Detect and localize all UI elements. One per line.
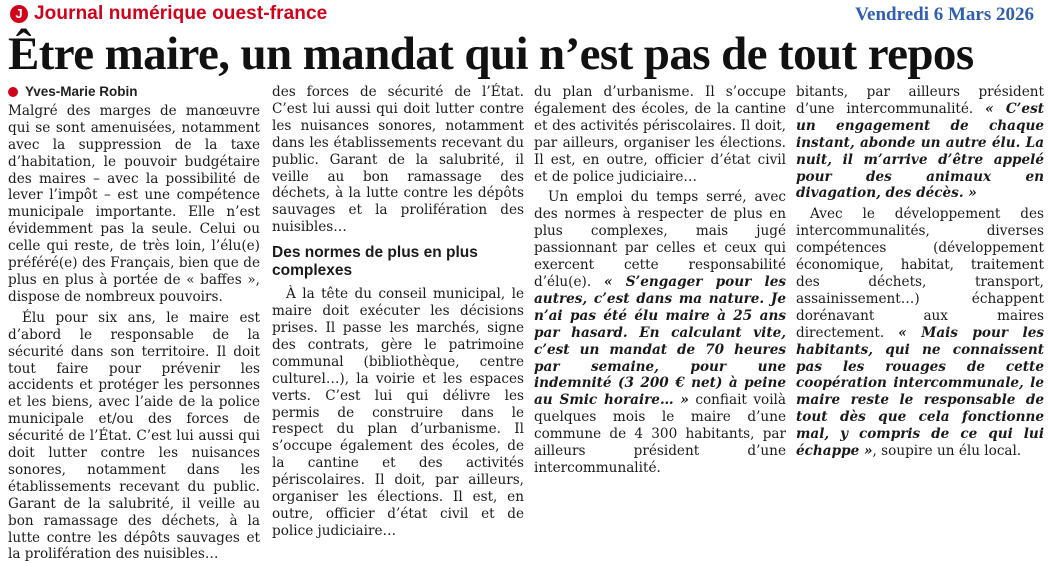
article-body — [8, 84, 1045, 563]
paragraph-4 — [534, 189, 786, 476]
masthead — [0, 0, 1050, 28]
brand — [10, 3, 327, 25]
column-2 — [272, 84, 524, 539]
brand-name: Journal numérique ouest-france — [34, 3, 328, 24]
section-subhead: Des normes de plus en plus complexes — [272, 244, 478, 280]
ouest-france-logo-icon: J — [10, 5, 28, 23]
column-1 — [8, 84, 260, 563]
paragraph-4-outro: confiait voilà quelques mois le maire d’une commune de 4 300 habitants, par ailleurs président d’une intercommunalité. — [534, 392, 786, 476]
publication-date: Vendredi 6 Mars 2026 — [855, 4, 1034, 25]
paragraph-1: Malgré des marges de manœuvre qui se sont amenuisées, notamment avec la suppression de la taxe d’habitation, le pouvoir budgétaire des maires – avec la possibilité de lever l’impôt – est une compétence municipale importante. Elle n’est évidemment pas la seule. Celui ou celle qui reste, de très loin, l’élu(e) préféré(e) des Français, bien que de plus en plus à portée de « baffes », dispose de nombreux pouvoirs. — [8, 102, 260, 305]
paragraph-2: Élu pour six ans, le maire est d’abord le responsable de la sécurité dans son territoire. Il doit tout faire pour prévenir les accidents et protéger les personnes et les biens, avec l’aide de la police municipale et/ou des forces de sécurité de l’État. C’est lui aussi qui doit lutter contre les nuisances sonores, notamment dans les établissements recevant du public. Garant de la salubrité, il veille au bon ramassage des déchets, à la lutte contre les dépôts sauvages et la prolifération des nuisibles… — [8, 309, 260, 563]
paragraph-5-intro: Avec le développement des intercommunalités, diverses compétences (développement économique, habitat, traitement des déchets, transport, assainissement…) échappent dorénavant aux maires directement. — [796, 206, 1044, 341]
bullet-dot-icon — [8, 87, 18, 97]
paragraph-5-outro: , soupire un élu local. — [872, 443, 1022, 460]
paragraph-2-continued: des forces de sécurité de l’État. C’est lui aussi qui doit lutter contre les nuisances sonores, notamment dans les établissements recevant du public. Garant de la salubrité, il veille au bon ramassage des déchets, à la lutte contre les dépôts sauvages et la prolifération des nuisibles… — [272, 84, 524, 236]
paragraph-4-intro: Un emploi du temps serré, avec des normes à respecter de plus en plus complexes, mais jugé passionnant par celles et ceux qui exercent cette responsabilité d’élu(e). — [534, 189, 786, 290]
local-official-quote: « Mais pour les habitants, qui ne connaissent pas les rouages de cette coopération intercommunale, le maire reste le responsable de tout dès que cela fonctionne mal, y compris de ce qui lui échappe » — [796, 324, 1045, 460]
paragraph-3: À la tête du conseil municipal, le maire doit exécuter les décisions prises. Il passe les marchés, signe des contrats, gère le patrimoine communal (bibliothèque, centre culturel…), la voirie et les espaces verts. C’est lui qui délivre les permis de construire dans le respect du plan d’urbanisme. Il s’occupe également des écoles, de la cantine et des activités périscolaires. Il doit, par ailleurs, organiser les élections. Il est, en outre, officier d’état civil et de police judiciaire… — [272, 286, 524, 539]
author-name: Yves-Marie Robin — [25, 84, 138, 99]
byline — [8, 84, 260, 101]
paragraph-3-continued: du plan d’urbanisme. Il s’occupe également des écoles, de la cantine et des activités périscolaires. Il doit, par ailleurs, organiser les élections. Il est, en outre, officier d’état civil et de police judiciaire… — [534, 84, 786, 185]
second-mayor-quote: « C’est un engagement de chaque instant, abonde un autre élu. La nuit, il m’arrive d’être appelé pour des animaux en divagation, des décès. » — [796, 100, 1044, 202]
paragraph-4-continued: bitants, par ailleurs président d’une intercommunalité. « C’est un engagement de chaque instant, abonde un autre élu. La nuit, il m’arrive d’être appelé pour des animaux en divagation, des décès. » — [796, 84, 1044, 202]
column-4 — [796, 84, 1045, 460]
column-3 — [534, 84, 786, 476]
paragraph-5 — [796, 206, 1044, 460]
mayor-quote: « S’engager pour les autres, c’est dans ma nature. Je n’ai pas été élu maire à 25 ans par hasard. En calculant vite, c’est un mandat de 70 heures par semaine, pour une indemnité (3 200 € net) à peine au Smic horaire… » — [534, 273, 786, 409]
article-title: Être maire, un mandat qui n’est pas de tout repos — [8, 28, 974, 80]
